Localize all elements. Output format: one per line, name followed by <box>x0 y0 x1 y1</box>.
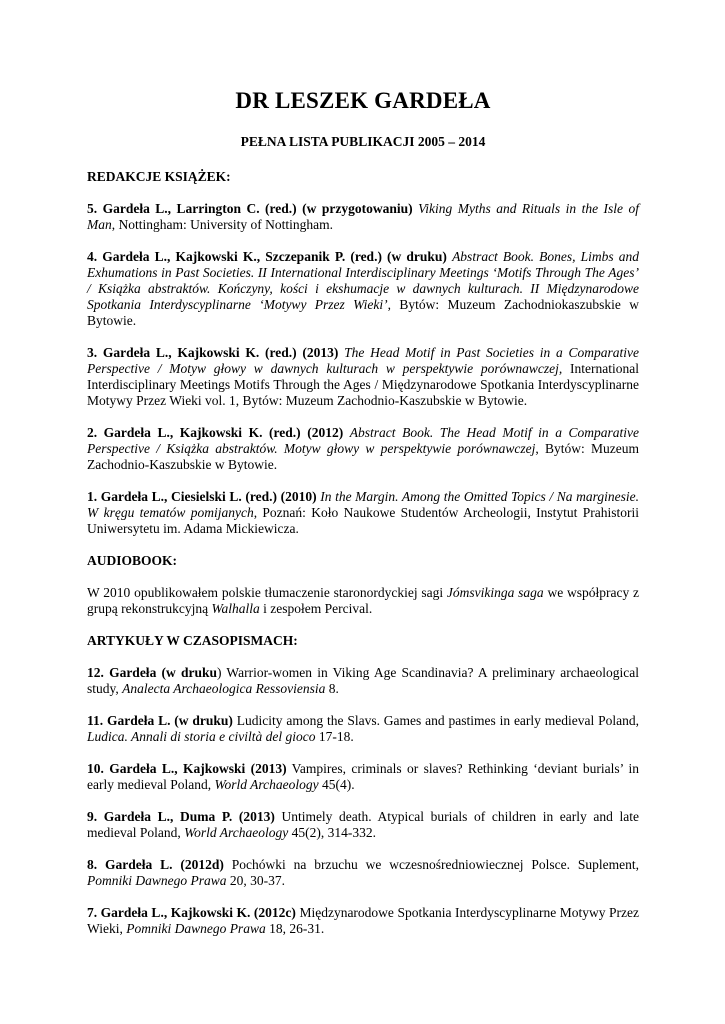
entry-rest: , Bytów: Muzeum Zachodnio-Kaszubskie w Bytowie. <box>87 441 639 472</box>
entry-head: 3. Gardeła L., Kajkowski K. (red.) (2013) <box>87 345 339 360</box>
entry-text: Untimely death. Atypical burials of children in early and late medieval Poland, <box>87 809 639 840</box>
book-entry-2 <box>87 425 639 473</box>
section-heading-articles: ARTYKUŁY W CZASOPISMACH: <box>87 633 298 648</box>
entry-rest: 45(2), 314-332. <box>288 825 376 840</box>
entry-title: In the Margin. Among the Omitted Topics / Na marginesie. W kręgu tematów pomijanych <box>87 489 640 520</box>
journal-title: Ludica. Annali di storia e civiltà del gioco <box>87 729 316 744</box>
group-name: Walhalla <box>211 601 260 616</box>
audiobook-text-2: we współpracy z grupą rekonstrukcyjną <box>87 585 640 616</box>
book-entry-4 <box>87 249 639 329</box>
entry-head: 10. Gardeła L., Kajkowski (2013) <box>87 761 287 776</box>
article-entry-7 <box>87 905 639 937</box>
entry-head: 7. Gardeła L., Kajkowski K. (2012c) <box>87 905 296 920</box>
entry-text: Vampires, criminals or slaves? Rethinking ‘deviant burials’ in early medieval Poland, <box>87 761 639 792</box>
book-entry-3 <box>87 345 639 409</box>
entry-text: ) Warrior-women in Viking Age Scandinavia? A preliminary archaeological study, <box>87 665 639 696</box>
entry-title: The Head Motif in Past Societies in a Comparative Perspective / Motyw głowy w dawnych kulturach w perspektywie porównawczej, <box>87 345 640 376</box>
section-heading-audiobook: AUDIOBOOK: <box>87 553 178 568</box>
page-subtitle: PEŁNA LISTA PUBLIKACJI 2005 – 2014 <box>240 134 486 149</box>
entry-head: 8. Gardeła L. (2012d) <box>87 857 224 872</box>
article-entry-12 <box>87 665 639 697</box>
entry-title: Abstract Book. The Head Motif in a Comparative Perspective / Książka abstraktów. Motyw głowy w perspektywie porównawczej <box>87 425 640 456</box>
entry-head: 11. Gardeła L. (w druku) <box>87 713 233 728</box>
entry-head: 2. Gardeła L., Kajkowski K. (red.) (2012) <box>87 425 344 440</box>
saga-title: Jómsvikinga saga <box>446 585 544 600</box>
audiobook-text-3: i zespołem Percival. <box>259 601 373 616</box>
journal-title: World Archaeology <box>184 825 289 840</box>
entry-text: Międzynarodowe Spotkania Interdyscyplinarne Motywy Przez Wieki, <box>87 905 639 936</box>
entry-head: 1. Gardeła L., Ciesielski L. (red.) (2010) <box>87 489 317 504</box>
page-title: DR LESZEK GARDEŁA <box>235 88 491 113</box>
entry-rest: 8. <box>325 681 339 696</box>
section-heading-books: REDAKCJE KSIĄŻEK: <box>87 169 231 184</box>
audiobook-text-1: W 2010 opublikowałem polskie tłumaczenie staronordyckiej sagi <box>87 585 447 600</box>
entry-rest: International Interdisciplinary Meetings Motifs Through the Ages / Międzynarodowe Spotkania Interdyscyplinarne Motywy Przez Wieki vol. 1, Bytów: Muzeum Zachodnio-Kaszubskie w Bytowie. <box>87 361 639 408</box>
journal-title: World Archaeology <box>214 777 319 792</box>
audiobook-text <box>87 585 639 617</box>
entry-rest: 17-18. <box>315 729 354 744</box>
journal-title: Pomniki Dawnego Prawa <box>87 873 227 888</box>
document-page <box>87 85 639 937</box>
entry-head: 12. Gardeła (w druku <box>87 665 217 680</box>
journal-title: Pomniki Dawnego Prawa <box>126 921 266 936</box>
book-entry-5 <box>87 201 639 233</box>
entry-rest: , Poznań: Koło Naukowe Studentów Archeologii, Instytut Prahistorii Uniwersytetu im. Adama Mickiewicza. <box>87 505 639 536</box>
entry-title: Abstract Book. Bones, Limbs and Exhumations in Past Societies. II International Interdisciplinary Meetings ‘Motifs Through The Ages’ / Książka abstraktów. Kończyny, kości i ekshumacje w dawnych kulturach. II Międzynarodowe Spotkania Interdyscyplinarne ‘Motywy Przez Wieki’ <box>87 249 640 312</box>
entry-text: Ludicity among the Slavs. Games and pastimes in early medieval Poland, <box>232 713 639 728</box>
article-entry-9 <box>87 809 639 841</box>
book-entry-1 <box>87 489 639 537</box>
entry-title: Viking Myths and Rituals in the Isle of Man <box>87 201 640 232</box>
entry-rest: 18, 26-31. <box>265 921 325 936</box>
entry-text: Pochówki na brzuchu we wczesnośredniowiecznej Polsce. Suplement, <box>223 857 639 872</box>
journal-title: Analecta Archaeologica Ressoviensia <box>122 681 326 696</box>
entry-head: 5. Gardeła L., Larrington C. (red.) (w przygotowaniu) <box>87 201 413 216</box>
entry-rest: 45(4). <box>318 777 355 792</box>
entry-rest: 20, 30-37. <box>226 873 285 888</box>
entry-rest: , Bytów: Muzeum Zachodniokaszubskie w Bytowie. <box>87 297 639 328</box>
entry-head: 4. Gardeła L., Kajkowski K., Szczepanik P. (red.) (w druku) <box>87 249 447 264</box>
entry-rest: , Nottingham: University of Nottingham. <box>111 217 333 232</box>
article-entry-10 <box>87 761 639 793</box>
article-entry-8 <box>87 857 639 889</box>
entry-head: 9. Gardeła L., Duma P. (2013) <box>87 809 275 824</box>
article-entry-11 <box>87 713 639 745</box>
